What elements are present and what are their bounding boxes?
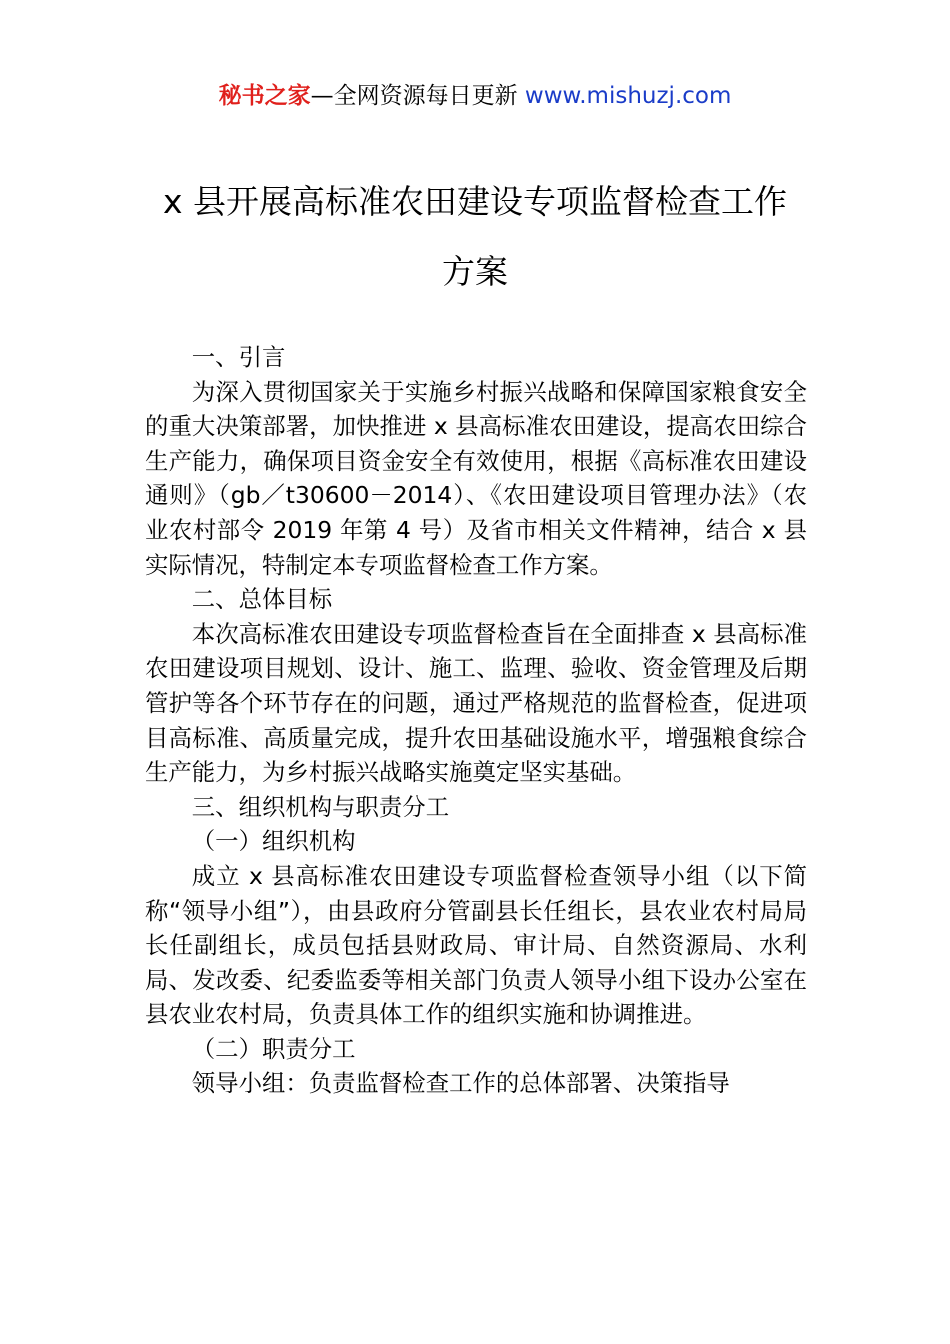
subsection-heading-duties: （二）职责分工 bbox=[191, 1034, 356, 1063]
site-header bbox=[0, 80, 950, 112]
paragraph-organization: 成立 x 县高标准农田建设专项监督检查领导小组（以下简称“领导小组”），由县政府分管副县长任组长，县农业农村局局长任副组长，成员包括县财政局、审计局、自然资源局、水利局、发改委、纪委监委等相关部门负责人领导小组下设办公室在县农业农村局，负责具体工作的组织实施和协调推进。 bbox=[145, 861, 807, 1029]
subsection-heading-organization: （一）组织机构 bbox=[191, 827, 356, 856]
section-heading-intro: 一、引言 bbox=[191, 343, 286, 371]
paragraph-goals: 本次高标准农田建设专项监督检查旨在全面排查 x 县高标准农田建设项目规划、设计、施工、监理、验收、资金管理及后期管护等各个环节存在的问题，通过严格规范的监督检查，促进项目高标准、高质量完成，提升农田基础设施水平，增强粮食综合生产能力，为乡村振兴战略实施奠定坚实基础。 bbox=[145, 619, 807, 787]
paragraph-intro: 为深入贯彻国家关于实施乡村振兴战略和保障国家粮食安全的重大决策部署，加快推进 x 县高标准农田建设，提高农田综合生产能力，确保项目资金安全有效使用，根据《高标准农田建设通则》（gb／t30600－2014）、《农田建设项目管理办法》（农业农村部令 2019 年第 4 号）及省市相关文件精神，结合 x 县实际情况，特制定本专项监督检查工作方案。 bbox=[145, 377, 807, 579]
section-heading-organization: 三、组织机构与职责分工 bbox=[191, 792, 450, 821]
site-brand: 秘书之家 bbox=[218, 83, 311, 109]
document-title-line-1: x 县开展高标准农田建设专项监督检查工作 bbox=[162, 182, 788, 221]
section-heading-goals: 二、总体目标 bbox=[191, 585, 333, 614]
site-url-link[interactable]: www.mishuzj.com bbox=[524, 83, 732, 109]
site-tagline: —全网资源每日更新 bbox=[310, 83, 518, 109]
paragraph-duties: 领导小组：负责监督检查工作的总体部署、决策指导 bbox=[191, 1069, 730, 1098]
document-body bbox=[145, 340, 807, 1101]
document-title-line-2: 方案 bbox=[442, 252, 508, 291]
